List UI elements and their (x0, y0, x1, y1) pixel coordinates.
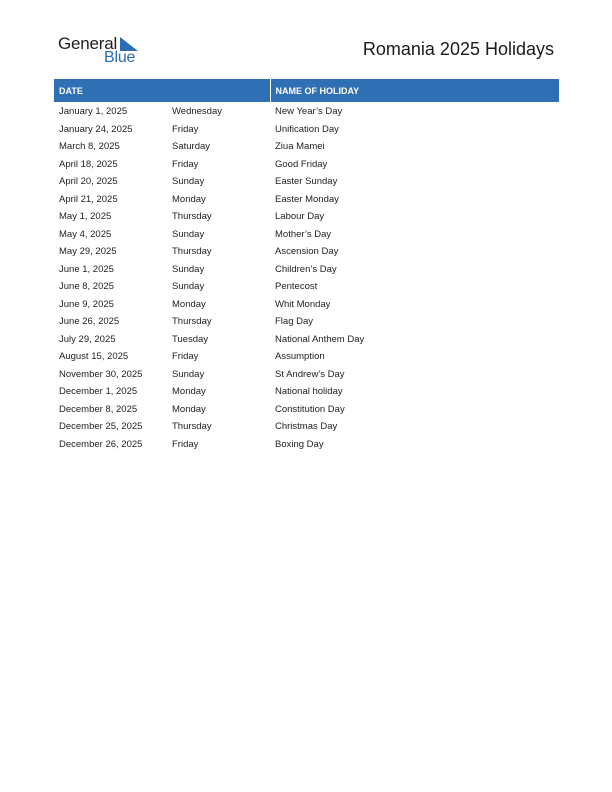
holiday-weekday-cell: Friday (172, 123, 199, 135)
holiday-name-cell: Constitution Day (275, 403, 345, 415)
table-row (54, 173, 559, 191)
holiday-date-cell: May 4, 2025 (59, 228, 112, 240)
holiday-weekday-cell: Thursday (172, 421, 212, 433)
holiday-weekday-cell: Sunday (172, 281, 205, 293)
holiday-weekday-cell: Monday (172, 193, 206, 205)
table-row (54, 243, 559, 261)
table-row (54, 121, 559, 139)
holiday-name-cell: Mother’s Day (275, 228, 332, 240)
holiday-date-cell: January 24, 2025 (59, 123, 133, 135)
holiday-weekday-cell: Monday (172, 403, 206, 415)
table-row (54, 226, 559, 244)
holiday-name-cell: Pentecost (275, 281, 318, 293)
holiday-weekday-cell: Saturday (172, 141, 211, 153)
holiday-name-cell: Assumption (275, 351, 325, 363)
holiday-name-cell: Whit Monday (275, 298, 331, 310)
holiday-weekday-cell: Wednesday (172, 106, 222, 118)
holiday-date-cell: December 8, 2025 (59, 403, 138, 415)
holiday-name-cell: Christmas Day (275, 421, 338, 433)
page-title: Romania 2025 Holidays (362, 39, 554, 59)
holiday-date-cell: January 1, 2025 (59, 106, 128, 118)
holiday-date-cell: December 1, 2025 (59, 386, 138, 398)
holiday-name-cell: St Andrew’s Day (275, 368, 345, 380)
holiday-weekday-cell: Thursday (172, 316, 212, 328)
table-row (54, 191, 559, 209)
table-row (54, 313, 559, 331)
holiday-date-cell: April 21, 2025 (59, 193, 118, 205)
table-row (54, 331, 559, 349)
table-row (54, 261, 559, 279)
holiday-name-cell: Easter Monday (275, 193, 339, 205)
table-row (54, 418, 559, 436)
holiday-date-cell: August 15, 2025 (59, 351, 129, 363)
table-row (54, 366, 559, 384)
holiday-name-cell: National holiday (275, 386, 343, 398)
holiday-name-cell: Flag Day (275, 316, 314, 328)
holiday-date-cell: May 29, 2025 (59, 246, 117, 258)
holiday-weekday-cell: Sunday (172, 176, 205, 188)
holiday-rows (54, 102, 559, 453)
holiday-weekday-cell: Tuesday (172, 333, 209, 345)
holiday-name-cell: Labour Day (275, 211, 325, 223)
holiday-date-cell: June 8, 2025 (59, 281, 114, 293)
holiday-weekday-cell: Thursday (172, 211, 212, 223)
holiday-date-cell: April 20, 2025 (59, 176, 118, 188)
table-row (54, 156, 559, 174)
holiday-date-cell: December 26, 2025 (59, 438, 143, 450)
holiday-weekday-cell: Friday (172, 351, 199, 363)
holiday-name-cell: Ascension Day (275, 246, 339, 258)
table-row (54, 436, 559, 454)
holiday-date-cell: November 30, 2025 (59, 368, 143, 380)
table-row (54, 208, 559, 226)
holiday-weekday-cell: Friday (172, 438, 199, 450)
holiday-table (54, 79, 559, 453)
column-header-date: DATE (54, 79, 270, 102)
holiday-name-cell: National Anthem Day (275, 333, 365, 345)
logo-general-text: General (58, 34, 118, 53)
table-row (54, 102, 559, 121)
holiday-weekday-cell: Friday (172, 158, 199, 170)
holiday-weekday-cell: Sunday (172, 368, 205, 380)
holiday-weekday-cell: Monday (172, 298, 206, 310)
table-row (54, 138, 559, 156)
holiday-weekday-cell: Sunday (172, 228, 205, 240)
holiday-name-cell: Unification Day (275, 123, 339, 135)
table-row (54, 348, 559, 366)
holiday-date-cell: May 1, 2025 (59, 211, 112, 223)
holiday-name-cell: Easter Sunday (275, 176, 338, 188)
holiday-weekday-cell: Monday (172, 386, 206, 398)
table-header-row (54, 79, 559, 102)
holiday-date-cell: June 26, 2025 (59, 316, 120, 328)
generalblue-logo (58, 34, 148, 68)
holiday-date-cell: July 29, 2025 (59, 333, 116, 345)
holiday-name-cell: New Year’s Day (275, 106, 343, 118)
holiday-date-cell: June 1, 2025 (59, 263, 114, 275)
holiday-weekday-cell: Thursday (172, 246, 212, 258)
column-header-holiday-name: NAME OF HOLIDAY (270, 79, 559, 102)
holiday-date-cell: June 9, 2025 (59, 298, 114, 310)
holiday-name-cell: Boxing Day (275, 438, 324, 450)
holiday-name-cell: Ziua Mamei (275, 141, 325, 153)
table-row (54, 296, 559, 314)
table-row (54, 278, 559, 296)
holiday-name-cell: Children’s Day (275, 263, 337, 275)
table-row (54, 383, 559, 401)
holiday-name-cell: Good Friday (275, 158, 328, 170)
holiday-date-cell: March 8, 2025 (59, 141, 120, 153)
holiday-date-cell: April 18, 2025 (59, 158, 118, 170)
logo-blue-text: Blue (104, 49, 136, 66)
holiday-weekday-cell: Sunday (172, 263, 205, 275)
holiday-date-cell: December 25, 2025 (59, 421, 143, 433)
table-row (54, 401, 559, 419)
